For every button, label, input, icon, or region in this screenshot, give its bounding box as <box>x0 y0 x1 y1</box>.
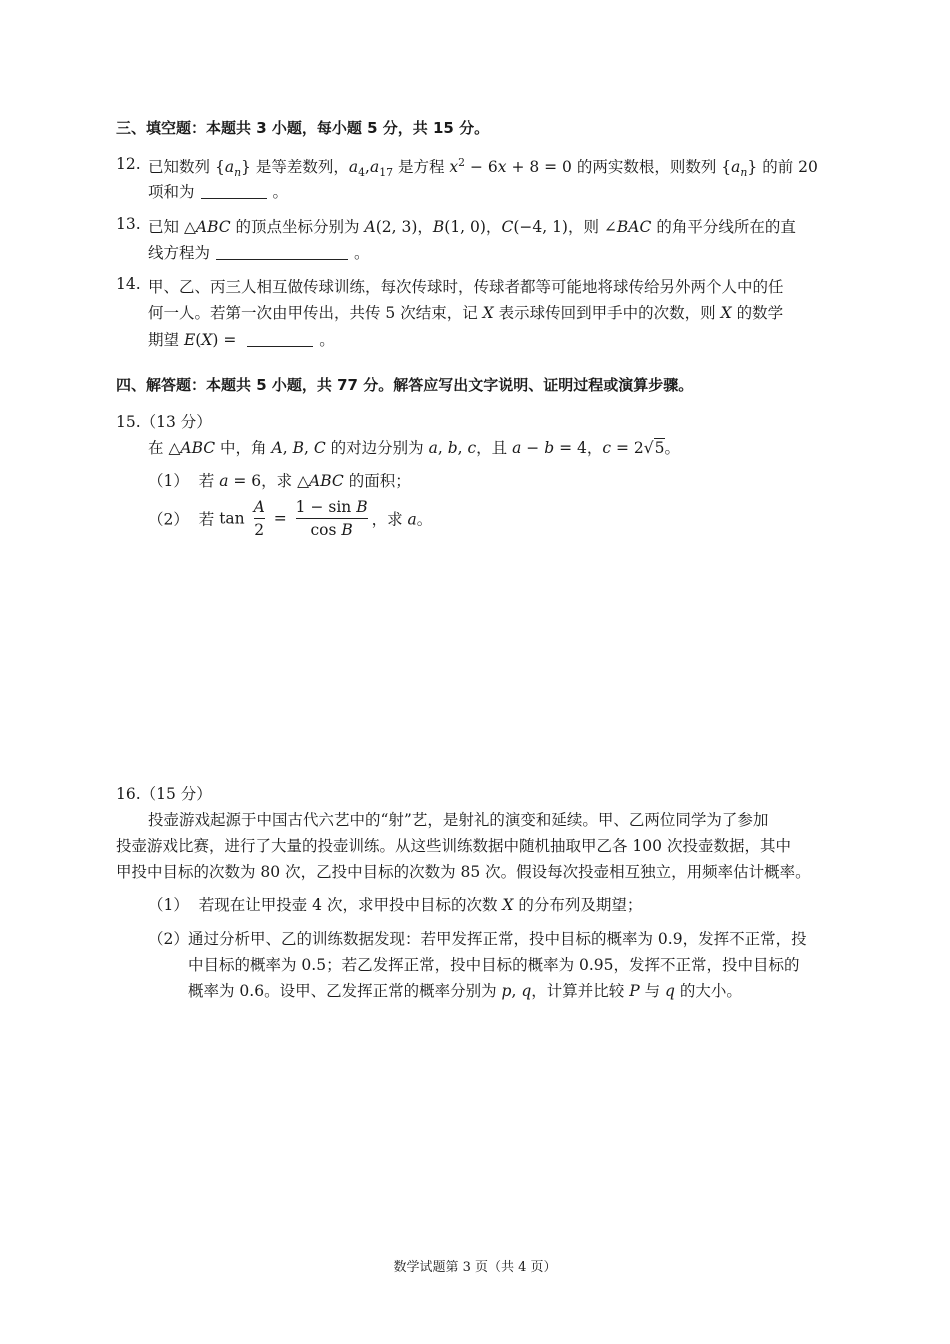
q13-line-2: 线方程为 。 <box>148 244 370 262</box>
q12-line-2: 项和为 。 <box>148 183 289 201</box>
q15-intro: 在 △ABC 中，角 A, B, C 的对边分别为 a, b, c，且 a − b = 4，c = 2√5。 <box>148 439 681 457</box>
q14-answer-blank[interactable] <box>247 331 313 348</box>
q16-paragraph-line-3: 甲投中目标的次数为 80 次，乙投中目标的次数为 85 次。假设每次投壶相互独立，用频率估计概率。 <box>116 863 811 881</box>
q14-line-1: 甲、乙、丙三人相互做传球训练，每次传球时，传球者都等可能地将球传给另外两个人中的任 <box>148 278 784 296</box>
q16-header: 16.（15 分） <box>116 785 212 803</box>
q15-part-1: （1） 若 a = 6，求 △ABC 的面积； <box>148 472 411 490</box>
q14-line-3: 期望 E(X) = 。 <box>148 331 335 349</box>
section-3-title: 三、填空题：本题共 3 小题，每小题 5 分，共 15 分。 <box>116 119 490 137</box>
half-angle-fraction: $\frac{A}{2}$ <box>253 498 265 539</box>
q14-number: 14. <box>116 275 141 293</box>
section-4-title: 四、解答题：本题共 5 小题，共 77 分。解答应写出文字说明、证明过程或演算步骤。 <box>116 376 694 394</box>
q16-part-1: （1） 若现在让甲投壶 4 次，求甲投中目标的次数 X 的分布列及期望； <box>148 896 643 914</box>
sine-cosine-fraction: $\frac{\text{1 − sin B}}{\text{cos B}}$ <box>295 498 368 539</box>
q12-line-1: 已知数列 $\{a_n\}$ 是等差数列，$a_4,a_{17}$ 是方程 $x^2 - 6x + 8 = 0$ 的两实数根，则数列 $\{a_n\}$ 的前 20 <box>148 156 818 179</box>
q12-number: 12. <box>116 155 141 173</box>
q14-line-2: 何一人。若第一次由甲传出，共传 5 次结束，记 X 表示球传回到甲手中的次数，则 X 的数学 <box>148 304 784 322</box>
q15-header: 15.（13 分） <box>116 413 212 431</box>
q16-part-2-line-1: 通过分析甲、乙的训练数据发现：若甲发挥正常，投中目标的概率为 0.9，发挥不正常，投 <box>188 930 807 948</box>
q16-part-2-label: （2） <box>148 930 189 948</box>
q13-number: 13. <box>116 215 141 233</box>
q15-part-2: （2） 若 tan $\frac{A}{2}$ = $\frac{\text{1 − sin B}}{\text{cos B}}$ ，求 a。 <box>148 498 433 539</box>
q13-line-1: 已知 △ABC 的顶点坐标分别为 A(2, 3)，B(1, 0)，C(−4, 1)，则 ∠BAC 的角平分线所在的直 <box>148 218 796 236</box>
q16-paragraph-line-1: 投壶游戏起源于中国古代六艺中的“射”艺，是射礼的演变和延续。甲、乙两位同学为了参加 <box>148 811 769 829</box>
page-footer: 数学试题第 3 页（共 4 页） <box>393 1260 557 1275</box>
q16-part-2-line-3: 概率为 0.6。设甲、乙发挥正常的概率分别为 p, q，计算并比较 P 与 q 的大小。 <box>188 982 742 1000</box>
q16-paragraph-line-2: 投壶游戏比赛，进行了大量的投壶训练。从这些训练数据中随机抽取甲乙各 100 次投壶数据，其中 <box>116 837 791 855</box>
q12-answer-blank[interactable] <box>201 183 267 200</box>
q16-part-2-line-2: 中目标的概率为 0.5；若乙发挥正常，投中目标的概率为 0.95，发挥不正常，投中目标的 <box>188 956 800 974</box>
q13-answer-blank[interactable] <box>216 244 348 261</box>
